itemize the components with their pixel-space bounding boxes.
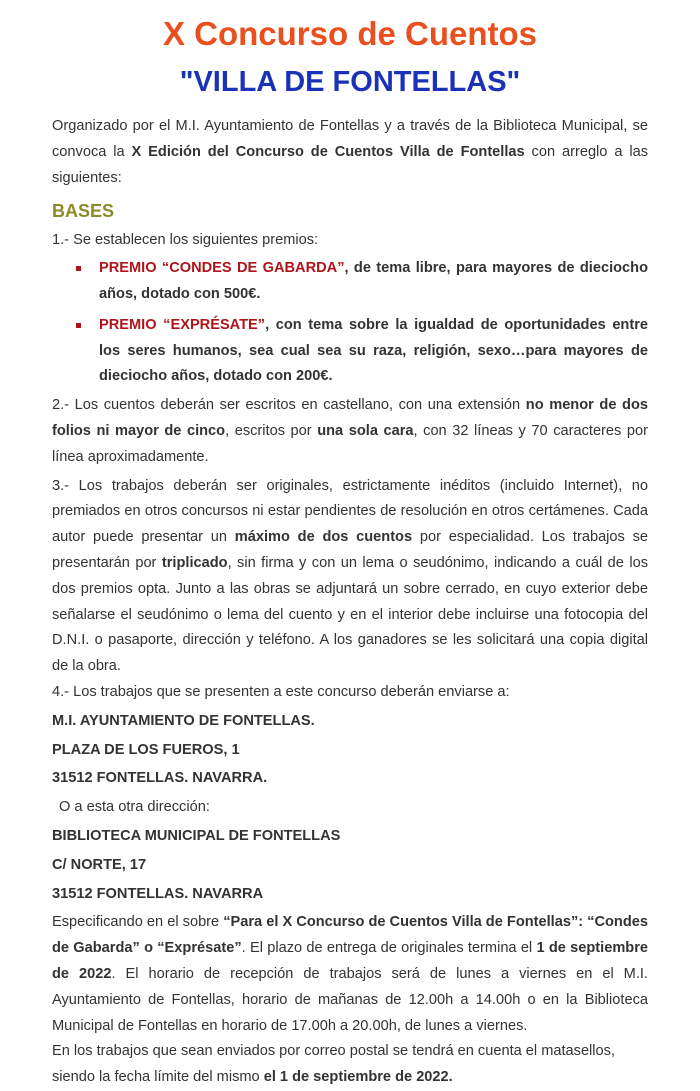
point-1: 1.- Se establecen los siguientes premios:	[52, 232, 319, 249]
closing-bold: 1 de septiembre de 2022	[52, 940, 649, 982]
page-subtitle: "VILLA DE FONTELLAS"	[179, 66, 521, 98]
bases-heading: BASES	[52, 201, 115, 222]
point-3-text: por especialidad. Los trabajos se presentarán por	[52, 529, 649, 571]
prize-description: , con tema sobre la igualdad de oportunidades entre los seres humanos, sea cual sea su raza, religión, sexo…para mayores de dieciocho años, dotado con 200€.	[99, 316, 649, 385]
prize-description: , de tema libre, para mayores de dieciocho años, dotado con 500€.	[99, 260, 649, 302]
intro-bold: X Edición del Concurso de Cuentos Villa de Fontellas	[131, 143, 525, 160]
point-4: 4.- Los trabajos que se presenten a este concurso deberán enviarse a:	[52, 683, 510, 700]
document-body	[52, 114, 648, 1091]
prize-name: PREMIO “CONDES DE GABARDA”	[99, 260, 345, 277]
point-2	[52, 393, 648, 470]
point-2-text: 2.- Los cuentos deberán ser escritos en castellano, con una extensión	[52, 397, 526, 414]
address-line: C/ NORTE, 17	[52, 856, 147, 873]
point-3-text: , sin firma y con un lema o seudónimo, indicando a cuál de los dos premios opta. Junto a las obras se adjuntará un sobre cerrado, en cuyo exterior debe señalarse el seudónimo o lema del cuento y en el interior debe incluirse una fotocopia del D.N.I. o pasaporte, dirección y teléfono. A los ganadores se les solicitará una copia digital de la obra.	[52, 554, 648, 675]
point-3-bold: triplicado	[161, 554, 228, 571]
prize-item	[52, 313, 648, 390]
intro-text: Organizado por el M.I. Ayuntamiento de Fontellas y a través de la Biblioteca Municipal, se convoca la	[52, 118, 648, 160]
closing-paragraph	[52, 910, 648, 1039]
closing-bold: “Para el X Concurso de Cuentos Villa de Fontellas”: “Condes de Gabarda” o “Exprésate”	[52, 914, 648, 957]
bullet-icon	[76, 266, 81, 271]
point-3-text: 3.- Los trabajos deberán ser originales, estrictamente inéditos (incluido Internet), no premiados en otros concursos ni estar pendientes de resolución en otros certámenes. Cada autor puede presentar un	[52, 477, 648, 546]
address-line: BIBLIOTECA MUNICIPAL DE FONTELLAS	[52, 827, 341, 844]
closing-text: . El plazo de entrega de originales termina el	[241, 940, 537, 957]
postal-paragraph	[52, 1039, 648, 1091]
point-3-bold: máximo de dos cuentos	[234, 529, 413, 546]
point-2-text: , escritos por	[225, 422, 318, 439]
intro-paragraph	[52, 114, 648, 191]
postal-text: En los trabajos que sean enviados por correo postal se tendrá en cuenta el matasellos, siendo la fecha límite del mismo	[52, 1043, 616, 1086]
point-2-text: , con 32 líneas y 70 caracteres por línea aproximadamente.	[52, 422, 648, 465]
page-title: X Concurso de Cuentos	[162, 15, 538, 52]
prize-name: PREMIO “EXPRÉSATE”	[99, 316, 266, 333]
intro-text-end: con arreglo a las siguientes:	[52, 143, 649, 186]
alt-address-label: O a esta otra dirección:	[59, 799, 210, 816]
address-line: 31512 FONTELLAS. NAVARRA	[52, 885, 264, 902]
closing-text: . El horario de recepción de trabajos será de lunes a viernes en el M.I. Ayuntamiento de Fontellas, horario de mañanas de 12.00h a 14.00h o en la Biblioteca Municipal de Fontellas en horario de 17.00h a 20.00h, de lunes a viernes.	[52, 965, 648, 1034]
point-3	[52, 474, 648, 680]
bullet-icon	[76, 323, 81, 328]
address-line: PLAZA DE LOS FUEROS, 1	[52, 741, 240, 758]
prize-item	[52, 256, 648, 308]
point-2-bold: una sola cara	[317, 422, 414, 439]
address-line: M.I. AYUNTAMIENTO DE FONTELLAS.	[52, 712, 315, 729]
address-line: 31512 FONTELLAS. NAVARRA.	[52, 770, 268, 787]
closing-text: Especificando en el sobre	[52, 914, 224, 931]
postal-bold: el 1 de septiembre de 2022.	[263, 1069, 453, 1086]
point-2-bold: no menor de dos folios ni mayor de cinco	[52, 397, 648, 439]
